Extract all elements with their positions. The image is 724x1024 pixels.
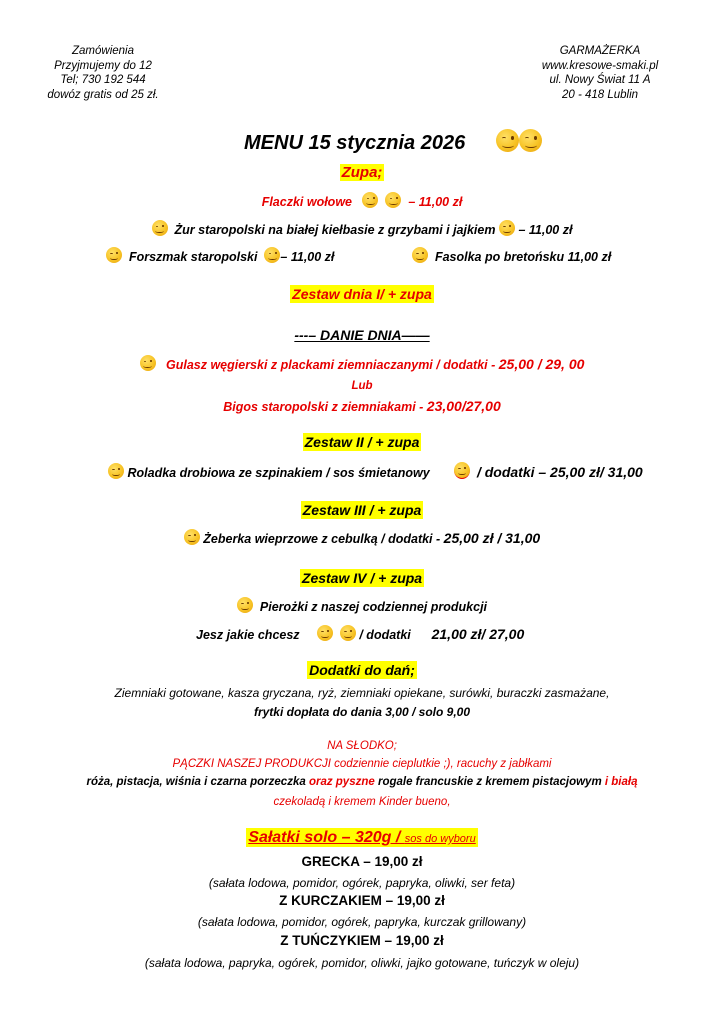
soup-heading: Zupa;: [341, 164, 383, 181]
danie-dnia-item-gulasz-price: 25,00 / 29, 00: [498, 356, 585, 372]
dodatki-line1: Ziemniaki gotowane, kasza gryczana, ryż, ziemniaki opiekane, surówki, buraczki zasmażane,: [114, 686, 610, 700]
wink-emoji-icon: [184, 529, 200, 545]
zestaw3-price: 25,00 zł / 31,00: [443, 530, 541, 546]
header-left: [28, 44, 178, 102]
zestaw3-item: Żeberka wieprzowe z cebulką / dodatki -: [203, 532, 444, 546]
salads-heading: [246, 828, 477, 847]
sweet-line2-flavours: róża, pistacja, wiśnia i czarna porzeczka: [86, 776, 309, 788]
salad-tunczyk-desc: (sałata lodowa, papryka, ogórek, pomidor, oliwki, jajko gotowane, tuńczyk w oleju): [144, 956, 580, 970]
wink-emoji-icon: [152, 220, 168, 236]
salad-kurczak-desc: (sałata lodowa, pomidor, ogórek, papryka, kurczak grillowany): [197, 915, 527, 929]
zestaw4-heading: Zestaw IV / + zupa: [301, 570, 423, 586]
zestaw4-line2-dodatki: / dodatki: [359, 628, 411, 642]
zestaw4-price: 21,00 zł/ 27,00: [431, 626, 525, 642]
wink-emoji-icon: [412, 247, 428, 263]
header-left-line: Tel; 730 192 544: [60, 74, 146, 86]
danie-dnia-item-gulasz: Gulasz węgierski z plackami ziemniaczanymi / dodatki -: [166, 358, 499, 372]
salads-heading-text: Sałatki solo – 320g /: [248, 829, 405, 846]
dodatki-line2: frytki dopłata do dania 3,00 / solo 9,00: [253, 705, 471, 719]
zestaw4-item: Pierożki z naszej codziennej produkcji: [259, 600, 488, 614]
soup-item-flaczki: Flaczki wołowe: [261, 195, 352, 209]
zestaw2-price: / dodatki – 25,00 zł/ 31,00: [476, 464, 643, 480]
sweet-line1: PĄCZKI NASZEJ PRODUKCJI codziennie cieplutkie ;), racuchy z jabłkami: [172, 758, 552, 770]
soup-item-flaczki-price: – 11,00 zł: [408, 195, 463, 209]
header-left-line: Zamówienia: [72, 45, 134, 57]
soup-item-forszmak-price: – 11,00 zł: [280, 250, 335, 264]
zestaw2-item: Roladka drobiowa ze szpinakiem / sos śmietanowy: [127, 466, 430, 480]
header-left-line: Przyjmujemy do 12: [54, 59, 152, 72]
page-title: MENU 15 stycznia 2026: [244, 132, 466, 154]
salad-tunczyk: Z TUŃCZYKIEM – 19,00 zł: [280, 933, 444, 948]
wink-emoji-icon: [317, 625, 333, 641]
sweet-line2-rogale: rogale francuskie z kremem pistacjowym: [377, 776, 605, 788]
sweet-heading: NA SŁODKO;: [327, 740, 397, 752]
salads-heading-small: sos do wyboru: [404, 833, 476, 845]
wink-emoji-icon: [454, 462, 470, 479]
wink-emoji-icon: [106, 247, 122, 263]
zestaw4-line2-label: Jesz jakie chcesz: [196, 628, 300, 642]
salad-grecka-desc: (sałata lodowa, pomidor, ogórek, papryka, oliwki, ser feta): [208, 876, 516, 890]
header-right-line: GARMAŻERKA: [559, 45, 641, 57]
danie-dnia-or: Lub: [351, 380, 373, 392]
salad-kurczak: Z KURCZAKIEM – 19,00 zł: [279, 893, 445, 908]
page-title-row: [244, 129, 542, 155]
soup-item-zur: Żur staropolski na białej kiełbasie z grzybami i jajkiem: [174, 223, 496, 237]
wink-emoji-icon: [340, 625, 356, 641]
soup-item-fasolka: Fasolka po bretońsku 11,00 zł: [434, 250, 612, 264]
wink-emoji-icon: [140, 355, 156, 371]
soup-item-forszmak: Forszmak staropolski: [128, 250, 258, 264]
wink-emoji-icon: [496, 129, 519, 152]
danie-dnia-item-bigos: Bigos staropolski z ziemniakami -: [223, 400, 427, 414]
wink-emoji-icon: [108, 463, 124, 479]
danie-dnia-heading: ---– DANIE DNIA——: [294, 327, 430, 343]
header-right-line: 20 - 418 Lublin: [561, 88, 639, 101]
zestaw1-heading: Zestaw dnia I/ + zupa: [292, 286, 432, 302]
zestaw3-heading: Zestaw III / + zupa: [302, 502, 422, 518]
header-right-line: ul. Nowy Świat 11 A: [549, 74, 651, 86]
salad-grecka: GRECKA – 19,00 zł: [301, 854, 423, 869]
danie-dnia-item-bigos-price: 23,00/27,00: [426, 398, 501, 414]
wink-emoji-icon: [264, 247, 280, 263]
header-left-line: dowóz gratis od 25 zł.: [47, 88, 159, 101]
sweet-line3: czekoladą i kremem Kinder bueno,: [273, 796, 451, 808]
sweet-line2-oraz: oraz pyszne: [308, 776, 378, 788]
wink-emoji-icon: [237, 597, 253, 613]
wink-emoji-icon: [362, 192, 378, 208]
sweet-line2-biala: i białą: [604, 776, 638, 788]
wink-emoji-icon: [385, 192, 401, 208]
dodatki-heading: Dodatki do dań;: [309, 662, 415, 678]
wink-emoji-icon: [519, 129, 542, 152]
zestaw2-heading: Zestaw II / + zupa: [304, 434, 420, 450]
header-right-line: www.kresowe-smaki.pl: [541, 59, 659, 72]
wink-emoji-icon: [499, 220, 515, 236]
soup-item-zur-price: – 11,00 zł: [518, 223, 573, 237]
header-right: [520, 44, 680, 102]
